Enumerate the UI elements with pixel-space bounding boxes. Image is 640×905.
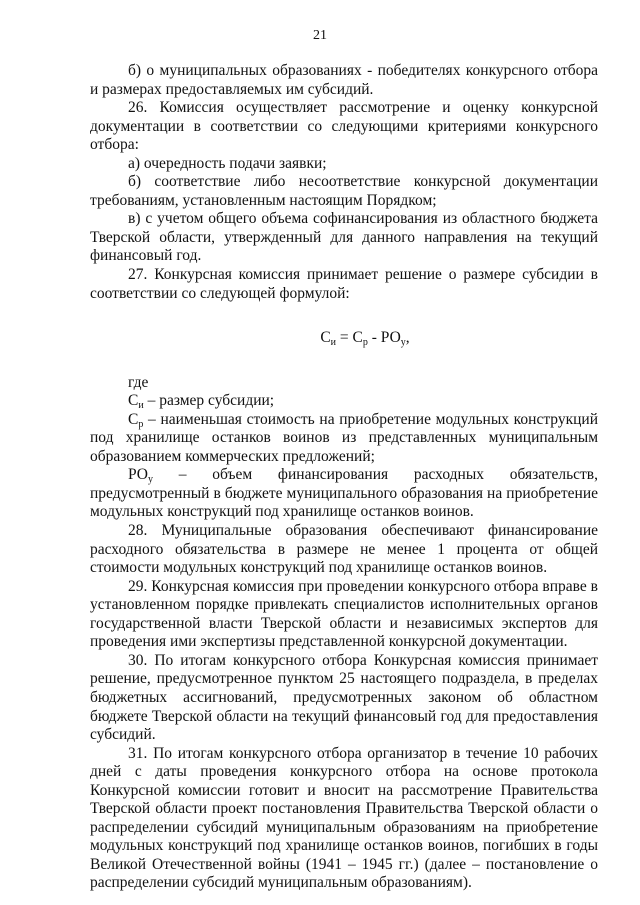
formula-eq: = bbox=[336, 329, 353, 347]
formula-term1: С bbox=[352, 329, 363, 347]
formula-term2-sub: у bbox=[400, 337, 406, 349]
paragraph: 27. Конкурсная комиссия принимает решение о размере субсидии в соответствии со следующей формулой: bbox=[90, 266, 598, 302]
definition-symbol: РО bbox=[128, 466, 149, 484]
definition-text: – объем финансирования расходных обязательств, предусмотренный в бюджете муниципального образования на приобретение модульных конструкций под хранилище останков воинов. bbox=[90, 466, 598, 521]
paragraph: б) о муниципальных образованиях - победителях конкурсного отбора и размерах предоставляемых им субсидий. bbox=[90, 62, 598, 98]
definition-text: – размер субсидии; bbox=[143, 392, 275, 410]
document-body bbox=[90, 62, 598, 893]
definition-symbol-sub: у bbox=[148, 474, 154, 486]
definition-symbol-sub: и bbox=[138, 400, 144, 412]
page-number: 21 bbox=[313, 28, 327, 43]
definitions bbox=[90, 392, 598, 522]
definition-text: – наименьшая стоимость на приобретение модульных конструкций под хранилище останков воинов из представленных муниципальным образованием коммерческих предложений; bbox=[90, 410, 598, 465]
definition-symbol-sub: р bbox=[138, 418, 144, 430]
formula-tail: , bbox=[405, 329, 410, 347]
paragraph: 31. По итогам конкурсного отбора организатор в течение 10 рабочих дней с даты проведения конкурсного отбора на основе протокола Конкурсной комиссии готовит и вносит на рассмотрение Правительства Тверской области проект постановления Правительства Тверской области о распределении субсидий муниципальным образованиям на приобретение модульных конструкций под хранилище останков воинов, погибших в годы Великой Отечественной войны (1941 – 1945 гг.) (далее – постановление о распределении субсидий муниципальным образованиям). bbox=[90, 744, 598, 892]
formula-term1-sub: р bbox=[362, 337, 368, 349]
formula-term2: РО bbox=[380, 329, 401, 347]
paragraph: 26. Комиссия осуществляет рассмотрение и оценку конкурсной документации в соответствии со следующими критериями конкурсного отбора: bbox=[90, 99, 598, 154]
definition-item bbox=[90, 392, 598, 411]
formula-lhs-sub: и bbox=[330, 337, 337, 349]
subsidy-formula bbox=[90, 329, 598, 348]
paragraph: 28. Муниципальные образования обеспечивают финансирование расходного обязательства в размере не менее 1 процента от общей стоимости модульных конструкций под хранилище останков воинов. bbox=[90, 522, 598, 577]
formula-lhs: С bbox=[320, 329, 331, 347]
paragraph: 30. По итогам конкурсного отбора Конкурсная комиссия принимает решение, предусмотренное пунктом 25 настоящего подраздела, в пределах бюджетных ассигнований, предусмотренных законом об областном бюджете Тверской области на текущий финансовый год для предоставления субсидий. bbox=[90, 651, 598, 744]
paragraph: б) соответствие либо несоответствие конкурсной документации требованиям, установленным настоящим Порядком; bbox=[90, 173, 598, 209]
paragraphs-after bbox=[90, 522, 598, 893]
paragraph: а) очередность подачи заявки; bbox=[128, 154, 327, 172]
where-label: где bbox=[128, 373, 149, 391]
paragraph: 29. Конкурсная комиссия при проведении конкурсного отбора вправе в установленном порядке привлекать специалистов исполнительных органов государственной власти Тверской области и независимых экспертов для проведения ими экспертизы представленной конкурсной документации. bbox=[90, 577, 598, 651]
definition-item bbox=[90, 466, 598, 522]
formula-minus: - bbox=[367, 329, 381, 347]
paragraphs-before bbox=[90, 62, 598, 303]
definition-item bbox=[90, 411, 598, 467]
definition-symbol: С bbox=[128, 392, 139, 410]
paragraph: в) с учетом общего объема софинансирования из областного бюджета Тверской области, утвержденный для данного направления на текущий финансовый год. bbox=[90, 210, 598, 265]
definition-symbol: С bbox=[128, 410, 139, 428]
